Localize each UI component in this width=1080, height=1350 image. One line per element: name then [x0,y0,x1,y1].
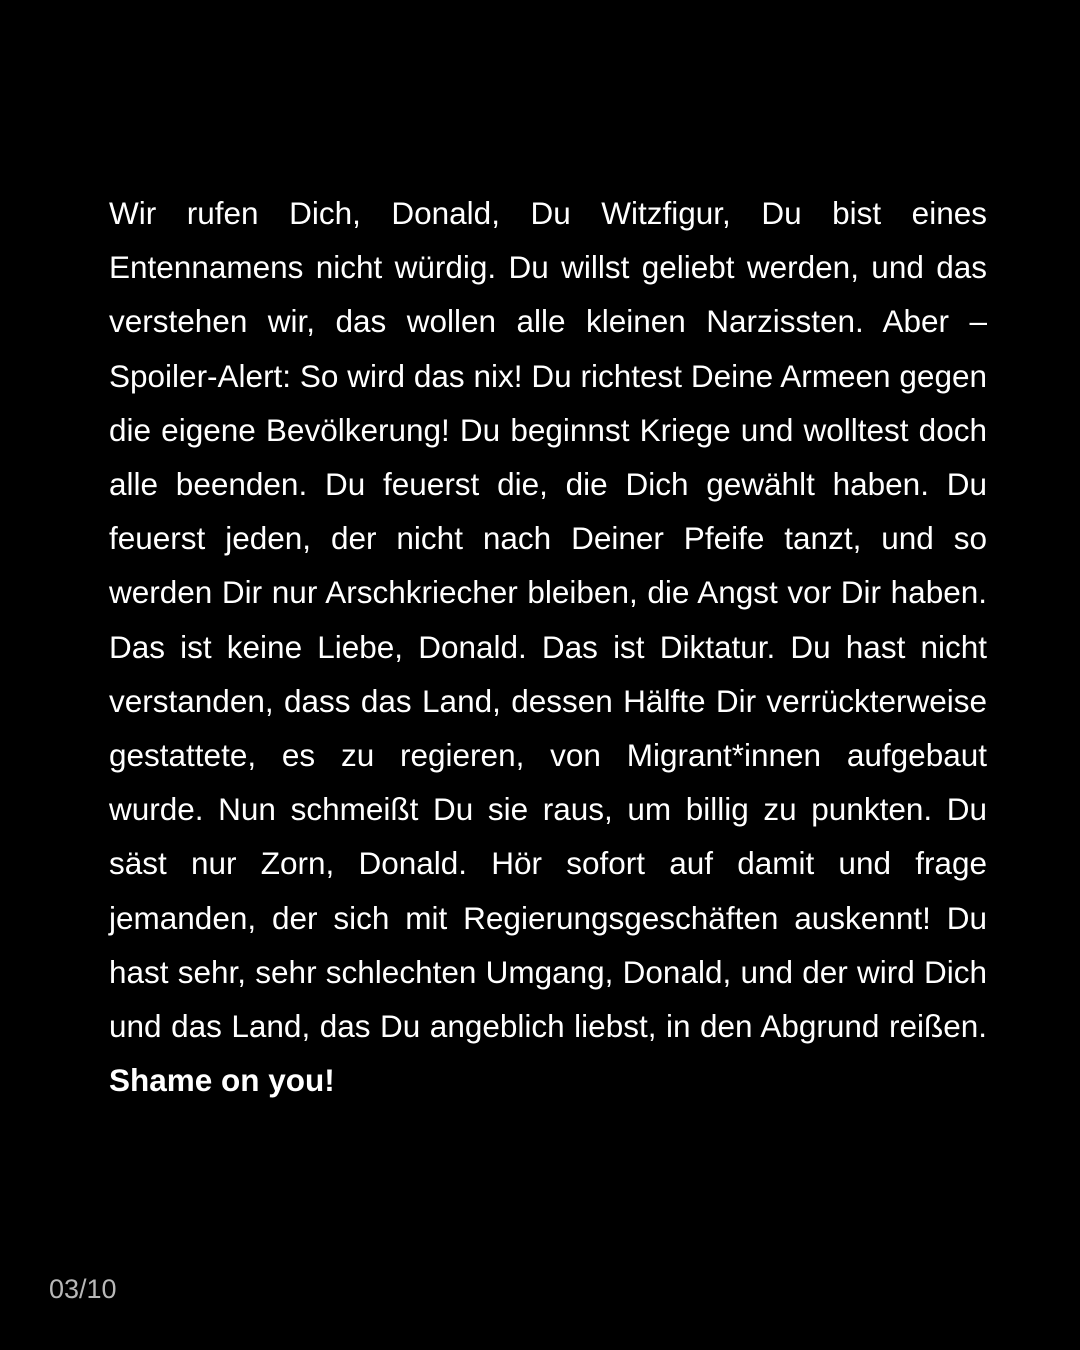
letter-text-block [109,186,987,1107]
page-counter: 03/10 [49,1274,117,1304]
closing-emphasis: Shame on you! [109,1062,335,1099]
letter-paragraph: Wir rufen Dich, Donald, Du Witzfigur, Du bist eines Entennamens nicht würdig. Du willst geliebt werden, und das verstehen wir, das wollen alle kleinen Narzissten. Aber – Spoiler-Alert: So wird das nix! Du richtest Deine Armeen gegen die eigene Bevölkerung! Du beginnst Kriege und wolltest doch alle beenden. Du feuerst die, die Dich gewählt haben. Du feuerst jeden, der nicht nach Deiner Pfeife tanzt, und so werden Dir nur Arschkriecher bleiben, die Angst vor Dir haben. Das ist keine Liebe, Donald. Das ist Diktatur. Du hast nicht verstanden, dass das Land, dessen Hälfte Dir verrückterweise gestattete, es zu regieren, von Migrant*innen aufgebaut wurde. Nun schmeißt Du sie raus, um billig zu punkten. Du säst nur Zorn, Donald. Hör sofort auf damit und frage jemanden, der sich mit Regierungsgeschäften auskennt! Du hast sehr, sehr schlechten Umgang, Donald, und der wird Dich und das Land, das Du angeblich liebst, in den Abgrund reißen. [109,195,987,1045]
